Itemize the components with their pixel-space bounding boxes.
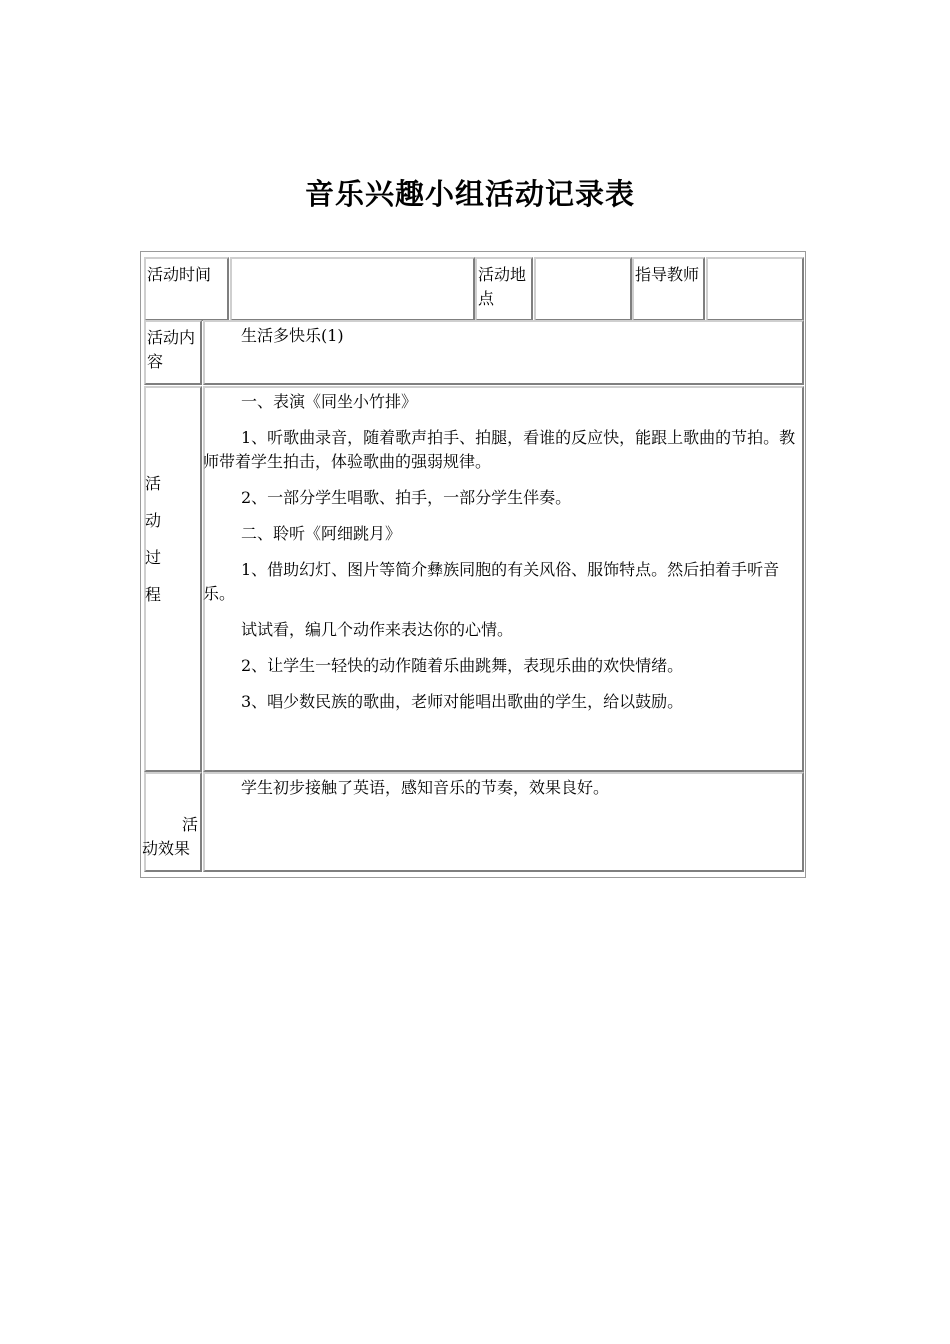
place-value — [534, 257, 632, 321]
process-content — [203, 390, 807, 726]
time-value — [230, 257, 475, 321]
process-label-char: 过 — [145, 548, 162, 567]
process-label-char: 活 — [145, 474, 162, 493]
process-paragraph: 1、听歌曲录音，随着歌声拍手、拍腿，看谁的反应快，能跟上歌曲的节拍。教师带着学生拍击，体验歌曲的强弱规律。 — [203, 428, 796, 471]
page-title: 音乐兴趣小组活动记录表 — [304, 177, 635, 211]
content-text: 生活多快乐(1) — [241, 326, 344, 345]
process-paragraph: 2、一部分学生唱歌、拍手，一部分学生伴奏。 — [241, 488, 572, 507]
effect-text: 学生初步接触了英语，感知音乐的节奏，效果良好。 — [241, 778, 610, 797]
process-paragraph: 2、让学生一轻快的动作随着乐曲跳舞，表现乐曲的欢快情绪。 — [241, 656, 684, 675]
effect-label — [142, 813, 200, 861]
record-table — [140, 251, 806, 878]
process-paragraph: 1、借助幻灯、图片等简介彝族同胞的有关风俗、服饰特点。然后拍着手听音乐。 — [203, 560, 780, 603]
effect-label-line: 活 — [181, 815, 198, 834]
time-label: 活动时间 — [144, 257, 229, 321]
content-value — [203, 324, 803, 348]
process-paragraph: 试试看，编几个动作来表达你的心情。 — [241, 620, 514, 639]
process-label-char: 程 — [145, 585, 162, 604]
teacher-value — [706, 257, 804, 321]
process-label-char: 动 — [145, 511, 162, 530]
process-paragraph: 3、唱少数民族的歌曲，老师对能唱出歌曲的学生，给以鼓励。 — [241, 692, 684, 711]
teacher-label: 指导教师 — [632, 257, 705, 321]
effect-label-line: 动效果 — [142, 839, 191, 858]
process-paragraph: 二、聆听《阿细跳月》 — [241, 524, 402, 543]
effect-value — [203, 776, 803, 800]
place-label: 活动地点 — [475, 257, 533, 321]
process-paragraph: 一、表演《同坐小竹排》 — [241, 392, 418, 411]
content-label: 活动内容 — [144, 320, 202, 385]
process-label — [145, 465, 165, 613]
